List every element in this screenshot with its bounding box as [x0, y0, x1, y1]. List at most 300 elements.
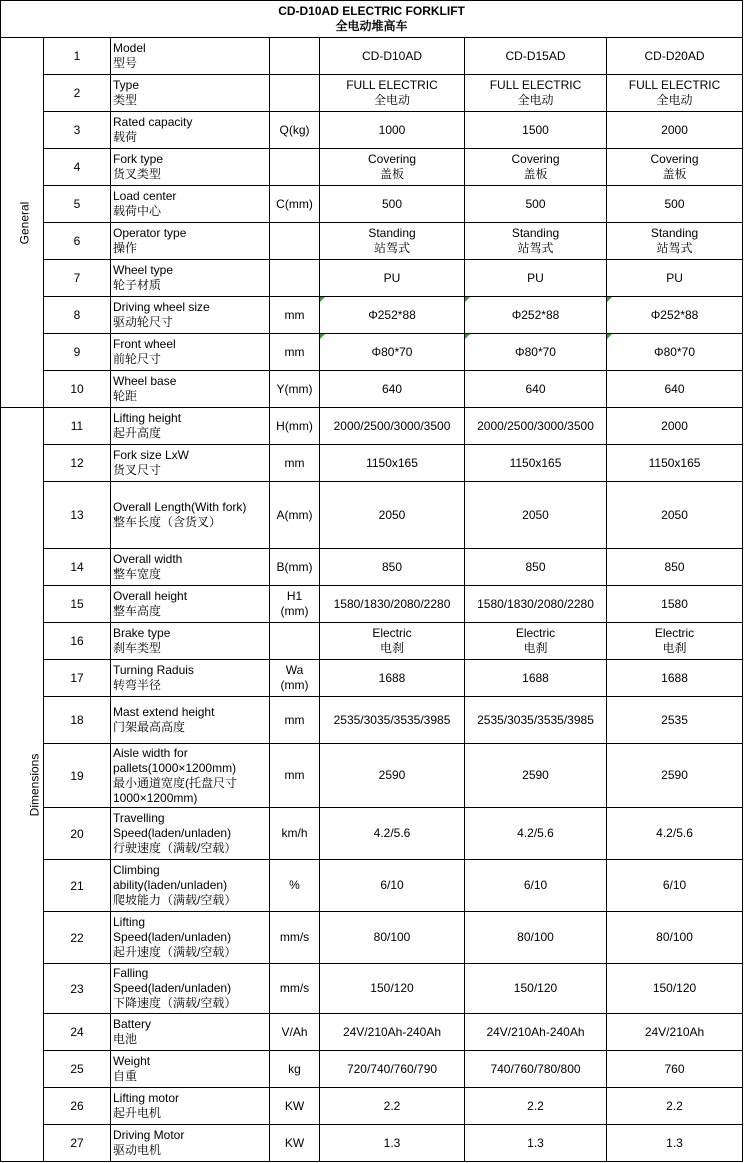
row-number: 13	[44, 482, 111, 549]
table-row	[1, 260, 743, 297]
parameter-line: 型号	[113, 56, 138, 70]
value-cell	[607, 860, 743, 912]
parameter-line: Driving wheel size	[113, 300, 210, 314]
row-number: 15	[44, 586, 111, 623]
parameter-line: Load center	[113, 189, 177, 203]
parameter-line: 轮子材质	[113, 278, 162, 292]
parameter-name	[111, 586, 270, 623]
value-cell	[465, 1014, 607, 1051]
value-cell	[607, 371, 743, 408]
value-line: 150/120	[652, 981, 697, 995]
unit-line: km/h	[281, 826, 308, 840]
parameter-name	[111, 1125, 270, 1162]
value-line: Φ252*88	[511, 307, 560, 322]
value-line: 2050	[378, 507, 406, 522]
parameter-line: 下降速度（满载/空载）	[113, 996, 237, 1010]
parameter-line: Overall height	[113, 589, 188, 603]
value-line: 站驾式	[373, 241, 410, 255]
value-line: 盖板	[379, 167, 404, 181]
parameter-line: Type	[113, 78, 140, 92]
unit-line: H1	[286, 589, 303, 603]
value-cell	[465, 697, 607, 744]
value-line: Electric	[515, 626, 556, 640]
row-number: 24	[44, 1014, 111, 1051]
parameter-name	[111, 371, 270, 408]
unit	[270, 912, 320, 964]
value-line: Φ80*70	[371, 344, 413, 359]
value-line: 1688	[522, 670, 549, 685]
value-cell	[607, 149, 743, 186]
value-line: 1150x165	[366, 455, 418, 470]
value-line: Φ252*88	[650, 307, 699, 322]
unit-line: mm	[284, 455, 305, 470]
value-cell	[465, 912, 607, 964]
unit-line: mm	[284, 768, 305, 782]
value-line: 站驾式	[517, 241, 554, 255]
table-row	[1, 1014, 743, 1051]
value-line: 2000/2500/3000/3500	[477, 418, 594, 433]
parameter-line: Wheel base	[113, 374, 177, 388]
unit	[270, 112, 320, 149]
row-number: 21	[44, 860, 111, 912]
unit	[270, 623, 320, 660]
row-number: 6	[44, 223, 111, 260]
value-cell	[465, 223, 607, 260]
value-line: 150/120	[513, 981, 558, 995]
table-row	[1, 408, 743, 445]
value-line: 2050	[661, 507, 688, 522]
unit	[270, 482, 320, 549]
parameter-line: Weight	[113, 1054, 151, 1068]
parameter-name	[111, 297, 270, 334]
unit-line: B(mm)	[276, 559, 313, 574]
table-row	[1, 860, 743, 912]
value-cell	[320, 75, 465, 112]
value-cell	[607, 1014, 743, 1051]
parameter-line: 载荷	[113, 130, 138, 144]
row-number: 27	[44, 1125, 111, 1162]
value-line: Standing	[368, 226, 416, 240]
parameter-name	[111, 1051, 270, 1088]
parameter-line: pallets(1000×1200mm)	[113, 760, 237, 775]
value-cell	[465, 623, 607, 660]
value-line: 2.2	[666, 1098, 683, 1113]
parameter-line: 类型	[113, 93, 138, 107]
value-line: PU	[383, 270, 401, 285]
value-cell	[320, 149, 465, 186]
value-cell	[607, 38, 743, 75]
parameter-name	[111, 75, 270, 112]
parameter-line: Speed(laden/unladen)	[113, 981, 232, 995]
unit-line: mm	[284, 344, 305, 359]
parameter-name	[111, 697, 270, 744]
unit-line: H(mm)	[276, 418, 313, 433]
parameter-line: Falling	[113, 966, 149, 980]
parameter-line: 刹车类型	[113, 641, 162, 655]
value-line: 6/10	[380, 878, 404, 892]
value-cell	[465, 149, 607, 186]
parameter-line: 驱动轮尺寸	[113, 315, 174, 329]
table-row	[1, 1051, 743, 1088]
value-cell	[607, 964, 743, 1014]
row-number: 22	[44, 912, 111, 964]
table-row	[1, 112, 743, 149]
parameter-line: 前轮尺寸	[113, 352, 162, 366]
value-line: 盖板	[662, 167, 687, 181]
group-dimensions	[1, 408, 44, 1162]
parameter-name	[111, 38, 270, 75]
value-cell	[320, 660, 465, 697]
table-row	[1, 1125, 743, 1162]
value-line: 2535	[661, 712, 688, 727]
value-line: 24V/210Ah	[644, 1024, 705, 1039]
value-cell	[320, 623, 465, 660]
value-line: 1.3	[527, 1135, 544, 1150]
parameter-line: Turning Raduis	[113, 663, 194, 677]
value-line: Φ252*88	[368, 307, 416, 322]
value-cell	[465, 260, 607, 297]
table-row	[1, 623, 743, 660]
parameter-name	[111, 660, 270, 697]
row-number: 1	[44, 38, 111, 75]
parameter-line: 货叉尺寸	[113, 463, 162, 477]
table-row	[1, 1088, 743, 1125]
value-cell	[465, 1088, 607, 1125]
value-line: 850	[664, 559, 685, 574]
value-line: 760	[664, 1061, 685, 1076]
parameter-name	[111, 482, 270, 549]
parameter-line: Wheel type	[113, 263, 174, 277]
unit	[270, 75, 320, 112]
value-line: 站驾式	[656, 241, 693, 255]
value-line: 6/10	[662, 878, 687, 892]
unit-line: mm/s	[279, 981, 310, 995]
value-line: 全电动	[373, 93, 410, 107]
unit	[270, 1051, 320, 1088]
value-cell	[465, 549, 607, 586]
value-line: 500	[525, 196, 546, 211]
parameter-line: 货叉类型	[113, 167, 162, 181]
value-cell	[607, 408, 743, 445]
value-cell	[320, 260, 465, 297]
unit	[270, 371, 320, 408]
value-line: 4.2/5.6	[373, 826, 411, 840]
parameter-name	[111, 112, 270, 149]
parameter-line: Speed(laden/unladen)	[113, 826, 232, 840]
parameter-line: 门架最高高度	[113, 720, 186, 734]
parameter-line: Rated capacity	[113, 115, 193, 129]
value-line: 640	[664, 381, 685, 396]
parameter-name	[111, 223, 270, 260]
value-line: 2.2	[527, 1098, 544, 1113]
value-cell	[320, 549, 465, 586]
table-row	[1, 38, 743, 75]
parameter-line: ability(laden/unladen)	[113, 878, 228, 892]
value-cell	[465, 371, 607, 408]
value-cell	[320, 860, 465, 912]
unit	[270, 1014, 320, 1051]
value-line: 640	[525, 381, 546, 396]
value-cell	[607, 660, 743, 697]
cell-marker-icon	[607, 334, 612, 339]
row-number: 19	[44, 744, 111, 808]
value-line: 1.3	[383, 1135, 401, 1150]
row-number: 25	[44, 1051, 111, 1088]
value-cell	[607, 549, 743, 586]
group-general	[1, 38, 44, 408]
unit-line: Y(mm)	[276, 381, 313, 396]
value-line: 1150x165	[509, 455, 562, 470]
value-line: Electric	[372, 626, 412, 640]
value-cell	[320, 1088, 465, 1125]
unit	[270, 223, 320, 260]
parameter-line: Speed(laden/unladen)	[113, 930, 232, 944]
parameter-name	[111, 912, 270, 964]
value-line: 720/740/760/790	[346, 1061, 438, 1076]
cell-marker-icon	[465, 297, 470, 302]
parameter-line: Operator type	[113, 226, 187, 240]
value-cell	[465, 860, 607, 912]
parameter-line: Overall width	[113, 552, 183, 566]
value-cell	[465, 445, 607, 482]
value-cell	[465, 808, 607, 860]
value-line: 500	[664, 196, 685, 211]
unit-line: V/Ah	[281, 1024, 308, 1039]
parameter-name	[111, 1014, 270, 1051]
value-line: 850	[381, 559, 403, 574]
value-cell	[320, 1125, 465, 1162]
table-row	[1, 482, 743, 549]
unit-line: KW	[284, 1135, 305, 1150]
spec-table-body	[1, 1, 743, 1162]
parameter-line: Driving Motor	[113, 1128, 185, 1142]
parameter-line: 起升速度（满载/空载）	[113, 945, 237, 959]
value-line: 1688	[378, 670, 406, 685]
parameter-line: Travelling	[113, 811, 165, 825]
unit	[270, 660, 320, 697]
table-row	[1, 334, 743, 371]
unit-line: Q(kg)	[279, 122, 310, 137]
unit	[270, 260, 320, 297]
value-line: 500	[381, 196, 403, 211]
unit	[270, 808, 320, 860]
value-line: 1150x165	[648, 455, 701, 470]
value-cell	[465, 1051, 607, 1088]
unit-line: Wa	[285, 663, 304, 677]
table-row	[1, 223, 743, 260]
parameter-name	[111, 260, 270, 297]
table-row	[1, 964, 743, 1014]
value-cell	[607, 1125, 743, 1162]
value-line: 1.3	[666, 1135, 683, 1150]
value-line: FULL ELECTRIC	[489, 78, 582, 92]
cell-marker-icon	[607, 297, 612, 302]
table-row	[1, 549, 743, 586]
value-line: 1580	[661, 596, 688, 611]
value-cell	[465, 1125, 607, 1162]
table-row	[1, 660, 743, 697]
parameter-line: 轮距	[113, 389, 138, 403]
row-number: 16	[44, 623, 111, 660]
value-cell	[320, 912, 465, 964]
value-line: 2590	[661, 768, 688, 782]
value-line: 1000	[378, 122, 406, 137]
value-cell	[607, 912, 743, 964]
value-line: Covering	[367, 152, 417, 166]
value-line: FULL ELECTRIC	[628, 78, 721, 92]
row-number: 4	[44, 149, 111, 186]
unit	[270, 186, 320, 223]
value-line: 4.2/5.6	[517, 826, 554, 840]
value-line: CD-D20AD	[644, 48, 705, 63]
value-line: 1580/1830/2080/2280	[333, 596, 451, 611]
table-row	[1, 75, 743, 112]
value-cell	[320, 1051, 465, 1088]
value-line: 2535/3035/3535/3985	[333, 712, 451, 727]
value-line: 2000/2500/3000/3500	[333, 418, 451, 433]
value-line: 2.2	[383, 1098, 401, 1113]
value-cell	[465, 297, 607, 334]
unit-line: KW	[284, 1098, 305, 1113]
value-cell	[320, 586, 465, 623]
unit	[270, 964, 320, 1014]
parameter-line: Brake type	[113, 626, 171, 640]
value-line: 全电动	[517, 93, 554, 107]
value-cell	[607, 697, 743, 744]
row-number: 10	[44, 371, 111, 408]
row-number: 9	[44, 334, 111, 371]
row-number: 2	[44, 75, 111, 112]
parameter-name	[111, 334, 270, 371]
table-row	[1, 744, 743, 808]
cell-marker-icon	[320, 334, 325, 339]
value-line: Φ80*70	[654, 344, 695, 359]
row-number: 5	[44, 186, 111, 223]
unit	[270, 549, 320, 586]
value-cell	[320, 371, 465, 408]
cell-marker-icon	[465, 334, 470, 339]
parameter-line: 转弯半径	[113, 678, 162, 692]
value-cell	[607, 1088, 743, 1125]
value-line: PU	[527, 270, 544, 285]
row-number: 20	[44, 808, 111, 860]
parameter-line: 整车长度（含货叉）	[113, 515, 222, 529]
value-cell	[320, 223, 465, 260]
table-row	[1, 586, 743, 623]
title-zh: 全电动堆高车	[335, 19, 408, 33]
unit	[270, 1088, 320, 1125]
value-cell	[320, 964, 465, 1014]
value-cell	[465, 744, 607, 808]
parameter-name	[111, 445, 270, 482]
value-line: 2050	[522, 507, 549, 522]
parameter-name	[111, 623, 270, 660]
row-number: 14	[44, 549, 111, 586]
parameter-line: Lifting height	[113, 411, 182, 425]
unit-line: mm/s	[279, 930, 310, 944]
parameter-line: 行驶速度（满载/空载）	[113, 841, 237, 855]
unit	[270, 860, 320, 912]
value-cell	[607, 808, 743, 860]
parameter-line: 1000×1200mm)	[113, 790, 198, 805]
value-cell	[607, 75, 743, 112]
group-label-dimensions: Dimensions	[27, 753, 42, 816]
unit	[270, 586, 320, 623]
value-cell	[465, 660, 607, 697]
unit	[270, 697, 320, 744]
table-title	[1, 1, 743, 38]
row-number: 18	[44, 697, 111, 744]
table-row	[1, 149, 743, 186]
value-cell	[607, 334, 743, 371]
parameter-line: Lifting motor	[113, 1091, 180, 1105]
unit	[270, 408, 320, 445]
row-number: 23	[44, 964, 111, 1014]
value-cell	[465, 408, 607, 445]
value-cell	[607, 586, 743, 623]
parameter-name	[111, 744, 270, 808]
parameter-line: 整车宽度	[113, 567, 162, 581]
value-line: Φ80*70	[515, 344, 556, 359]
value-cell	[607, 297, 743, 334]
parameter-line: Model	[113, 41, 146, 55]
row-number: 26	[44, 1088, 111, 1125]
value-line: 24V/210Ah-240Ah	[342, 1024, 442, 1039]
value-line: 740/760/780/800	[490, 1061, 581, 1076]
value-cell	[607, 223, 743, 260]
cell-marker-icon	[320, 297, 325, 302]
value-line: 80/100	[517, 930, 554, 944]
parameter-name	[111, 964, 270, 1014]
parameter-line: 整车高度	[113, 604, 162, 618]
parameter-line: 起升电机	[113, 1106, 162, 1120]
value-line: 2590	[378, 768, 406, 782]
row-number: 17	[44, 660, 111, 697]
value-line: 80/100	[373, 930, 411, 944]
unit-line: (mm)	[280, 678, 309, 692]
value-cell	[607, 260, 743, 297]
parameter-line: Aisle width for	[113, 745, 188, 760]
value-cell	[465, 964, 607, 1014]
unit	[270, 744, 320, 808]
value-cell	[607, 744, 743, 808]
unit-line: A(mm)	[276, 507, 313, 522]
value-line: 1688	[661, 670, 688, 685]
value-line: 全电动	[656, 93, 693, 107]
value-line: 电刹	[379, 641, 404, 655]
value-line: 2000	[661, 122, 688, 137]
value-cell	[320, 38, 465, 75]
value-line: 4.2/5.6	[656, 826, 693, 840]
unit-line: %	[289, 878, 300, 892]
parameter-line: Climbing	[113, 863, 160, 877]
parameter-line: 最小通道宽度(托盘尺寸	[113, 775, 237, 790]
value-cell	[465, 112, 607, 149]
value-line: Covering	[511, 152, 560, 166]
table-row	[1, 297, 743, 334]
unit	[270, 1125, 320, 1162]
value-cell	[607, 623, 743, 660]
table-row	[1, 186, 743, 223]
parameter-line: 电池	[113, 1032, 138, 1046]
parameter-line: Front wheel	[113, 337, 176, 351]
value-line: FULL ELECTRIC	[346, 78, 438, 92]
parameter-line: 载荷中心	[113, 204, 162, 218]
parameter-name	[111, 549, 270, 586]
value-line: 80/100	[656, 930, 693, 944]
row-number: 8	[44, 297, 111, 334]
value-line: CD-D10AD	[361, 48, 422, 63]
